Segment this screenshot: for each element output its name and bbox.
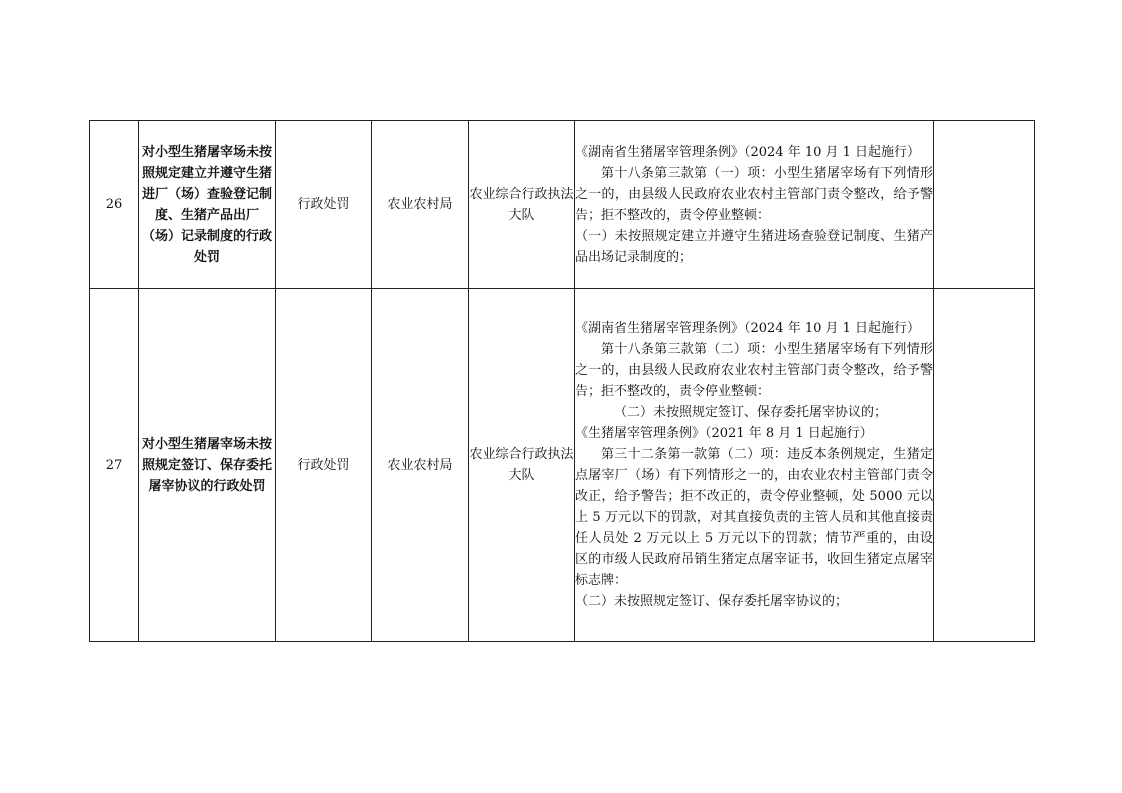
item-type: 行政处罚: [276, 121, 372, 289]
remark: [934, 121, 1035, 289]
basis-paragraph: 第十八条第三款第（二）项：小型生猪屠宰场有下列情形之一的，由县级人民政府农业农村主管部门责令整改，给予警告；拒不整改的，责令停业整顿：: [575, 342, 933, 399]
item-name: 对小型生猪屠宰场未按照规定建立并遵守生猪进厂（场）查验登记制度、生猪产品出厂（场）记录制度的行政处罚: [139, 121, 276, 289]
item-type: 行政处罚: [276, 289, 372, 642]
basis-paragraph: 第十八条第三款第（一）项：小型生猪屠宰场有下列情形之一的，由县级人民政府农业农村主管部门责令整改，给予警告；拒不整改的，责令停业整顿：: [575, 165, 933, 223]
item-name: 对小型生猪屠宰场未按照规定签订、保存委托屠宰协议的行政处罚: [139, 289, 276, 642]
basis-paragraph: （二）未按照规定签订、保存委托屠宰协议的；: [575, 594, 849, 609]
legal-basis: [575, 121, 934, 289]
basis-paragraph: （一）未按照规定建立并遵守生猪进场查验登记制度、生猪产品出场记录制度的；: [575, 228, 933, 265]
table-row: [90, 121, 1035, 289]
basis-paragraph: （二）未按照规定签订、保存委托屠宰协议的；: [614, 405, 888, 420]
row-number: 26: [90, 121, 139, 289]
row-number: 27: [90, 289, 139, 642]
basis-paragraph: 第三十二条第一款第（二）项：违反本条例规定，生猪定点屠宰厂（场）有下列情形之一的，由农业农村主管部门责令改正，给予警告；拒不改正的，责令停业整顿，处 5000 元以上 5 万元以下的罚款，对其直接负责的主管人员和其他直接责任人员处 2 万元以上 5 万元以下的罚款；情节严重的，由设区的市级人民政府吊销生猪定点屠宰证书，收回生猪定点屠宰标志牌：: [575, 447, 933, 588]
enforcement-unit: 农业综合行政执法大队: [469, 121, 575, 289]
basis-paragraph: 《湖南省生猪屠宰管理条例》（2024 年 10 月 1 日起施行）: [575, 144, 921, 160]
table-row: [90, 289, 1035, 642]
remark: [934, 289, 1035, 642]
basis-paragraph: 《湖南省生猪屠宰管理条例》（2024 年 10 月 1 日起施行）: [575, 321, 921, 336]
enforcement-unit: 农业综合行政执法大队: [469, 289, 575, 642]
enforcement-items-table: [89, 120, 1035, 642]
legal-basis: [575, 289, 934, 642]
department: 农业农村局: [372, 289, 469, 642]
basis-paragraph: 《生猪屠宰管理条例》（2021 年 8 月 1 日起施行）: [575, 426, 873, 441]
department: 农业农村局: [372, 121, 469, 289]
